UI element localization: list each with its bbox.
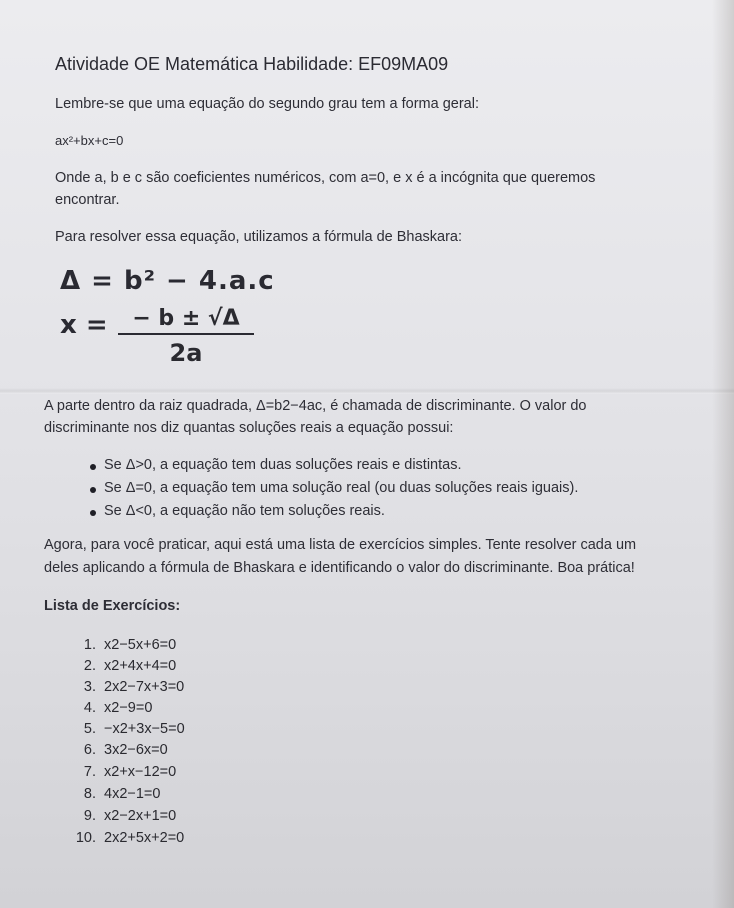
list-item <box>70 786 160 802</box>
paper-fold <box>0 388 734 394</box>
case-negative: Se Δ<0, a equação não tem soluções reais. <box>104 503 385 519</box>
list-number: 10. <box>75 830 96 846</box>
case-positive: Se Δ>0, a equação tem duas soluções reais e distintas. <box>104 457 462 473</box>
discriminant-paragraph-line1: A parte dentro da raiz quadrada, Δ=b2−4ac, é chamada de discriminante. O valor do <box>44 398 587 414</box>
list-item <box>70 658 176 674</box>
list-number: 3. <box>83 679 96 695</box>
list-number: 1. <box>83 637 96 653</box>
bhaskara-fraction <box>118 306 254 367</box>
list-item <box>70 808 176 824</box>
list-item <box>70 830 184 846</box>
list-item <box>70 679 184 695</box>
list-number: 9. <box>83 808 96 824</box>
exercise-equation: 2x2−7x+3=0 <box>104 679 185 695</box>
bhaskara-intro: Para resolver essa equação, utilizamos a fórmula de Bhaskara: <box>55 229 463 245</box>
exercise-equation: x2−2x+1=0 <box>104 808 177 824</box>
exercise-equation: −x2+3x−5=0 <box>104 721 185 737</box>
list-number: 4. <box>83 700 96 716</box>
list-item <box>70 721 185 737</box>
intro-paragraph: Lembre-se que uma equação do segundo grau tem a forma geral: <box>55 96 479 112</box>
list-number: 7. <box>83 764 96 780</box>
list-item <box>70 764 176 780</box>
x-formula-prefix: x = <box>60 310 108 340</box>
practice-paragraph-line2: deles aplicando a fórmula de Bhaskara e identificando o valor do discriminante. Boa prática! <box>44 560 635 576</box>
discriminant-paragraph-line2: discriminante nos diz quantas soluções reais a equação possui: <box>44 420 454 436</box>
list-item <box>70 742 168 758</box>
case-zero: Se Δ=0, a equação tem uma solução real (ou duas soluções reais iguais). <box>104 480 579 496</box>
fraction-numerator: − b ± √Δ <box>132 306 240 331</box>
exercise-equation: x2−9=0 <box>104 700 153 716</box>
list-number: 6. <box>83 742 96 758</box>
exercise-equation: x2+x−12=0 <box>104 764 177 780</box>
delta-formula: Δ = b² − 4.a.c <box>60 266 275 296</box>
exercise-equation: 3x2−6x=0 <box>104 742 168 758</box>
exercise-equation: 4x2−1=0 <box>104 786 161 802</box>
list-item <box>70 637 176 653</box>
coefficients-paragraph-line1: Onde a, b e c são coeficientes numéricos, com a=0, e x é a incógnita que queremos <box>55 170 596 186</box>
page-title: Atividade OE Matemática Habilidade: EF09MA09 <box>55 54 449 74</box>
fraction-bar <box>118 333 254 335</box>
exercises-heading: Lista de Exercícios: <box>44 598 181 614</box>
general-form-equation: ax²+bx+c=0 <box>55 133 124 148</box>
list-number: 2. <box>83 658 96 674</box>
exercise-equation: x2−5x+6=0 <box>104 637 177 653</box>
coefficients-paragraph-line2: encontrar. <box>55 192 120 208</box>
list-item <box>70 700 152 716</box>
practice-paragraph-line1: Agora, para você praticar, aqui está uma lista de exercícios simples. Tente resolver cada um <box>44 537 637 553</box>
list-number: 5. <box>83 721 96 737</box>
exercise-equation: 2x2+5x+2=0 <box>104 830 185 846</box>
paper-edge-shadow <box>712 0 734 908</box>
bullet-icon <box>90 464 96 470</box>
bullet-icon <box>90 510 96 516</box>
exercise-equation: x2+4x+4=0 <box>104 658 177 674</box>
fraction-denominator: 2a <box>169 339 203 367</box>
list-number: 8. <box>83 786 96 802</box>
bullet-icon <box>90 487 96 493</box>
